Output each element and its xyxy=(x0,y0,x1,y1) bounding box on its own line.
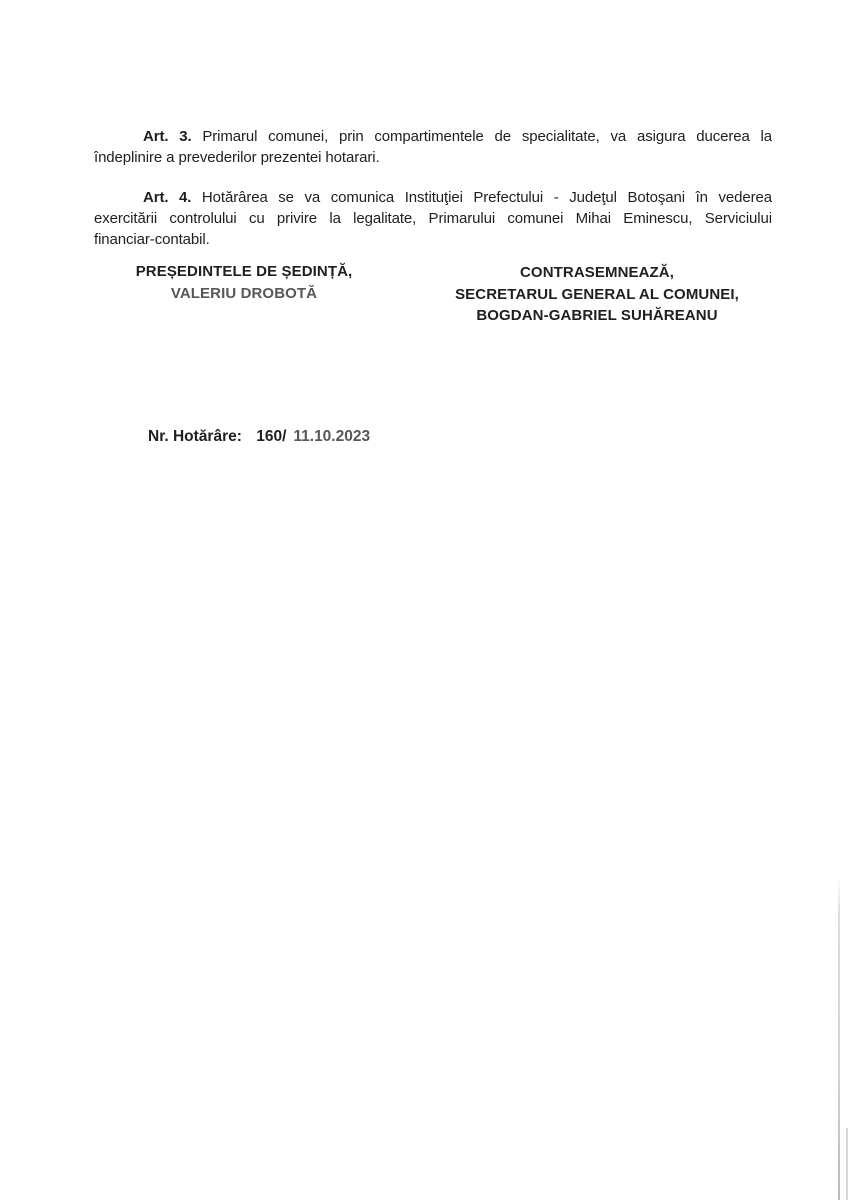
art4-label: Art. 4. xyxy=(143,189,192,206)
countersign-title: CONTRASEMNEAZĂ, xyxy=(520,264,674,281)
paragraph-art-4 xyxy=(94,187,772,250)
art4-line-3: financiar-contabil. xyxy=(94,231,210,248)
scan-artifact-edge-line xyxy=(846,1128,848,1200)
scan-artifact-vertical-line xyxy=(838,876,840,1200)
president-name: VALERIU DROBOTĂ xyxy=(170,284,318,302)
signature-block-secretary xyxy=(436,262,758,327)
art3-label: Art. 3. xyxy=(143,128,192,145)
secretary-name: BOGDAN-GABRIEL SUHĂREANU xyxy=(476,307,718,324)
decision-number: 160/ xyxy=(256,428,287,445)
decision-number-line xyxy=(148,428,370,446)
art4-line-1 xyxy=(94,187,772,208)
signature-block-president xyxy=(94,261,394,304)
art3-line1-text: Primarul comunei, prin compartimentele de specialitate, va asigura ducerea la xyxy=(202,128,772,145)
art3-line-1 xyxy=(94,126,772,147)
art3-line-2: îndeplinire a prevederilor prezentei hotarari. xyxy=(94,149,380,166)
decision-number-label: Nr. Hotărâre: xyxy=(148,428,247,445)
paragraph-art-3 xyxy=(94,126,772,168)
decision-date: 11.10.2023 xyxy=(293,428,371,445)
art4-line-2: exercitării controlului cu privire la legalitate, Primarului comunei Mihai Eminescu, Serviciului xyxy=(94,210,772,227)
art4-line1-text: Hotărârea se va comunica Instituţiei Prefectului - Judeţul Botoşani în vederea xyxy=(201,189,772,206)
secretary-title: SECRETARUL GENERAL AL COMUNEI, xyxy=(455,285,739,303)
president-title: PREȘEDINTELE DE ȘEDINȚĂ, xyxy=(135,263,353,280)
